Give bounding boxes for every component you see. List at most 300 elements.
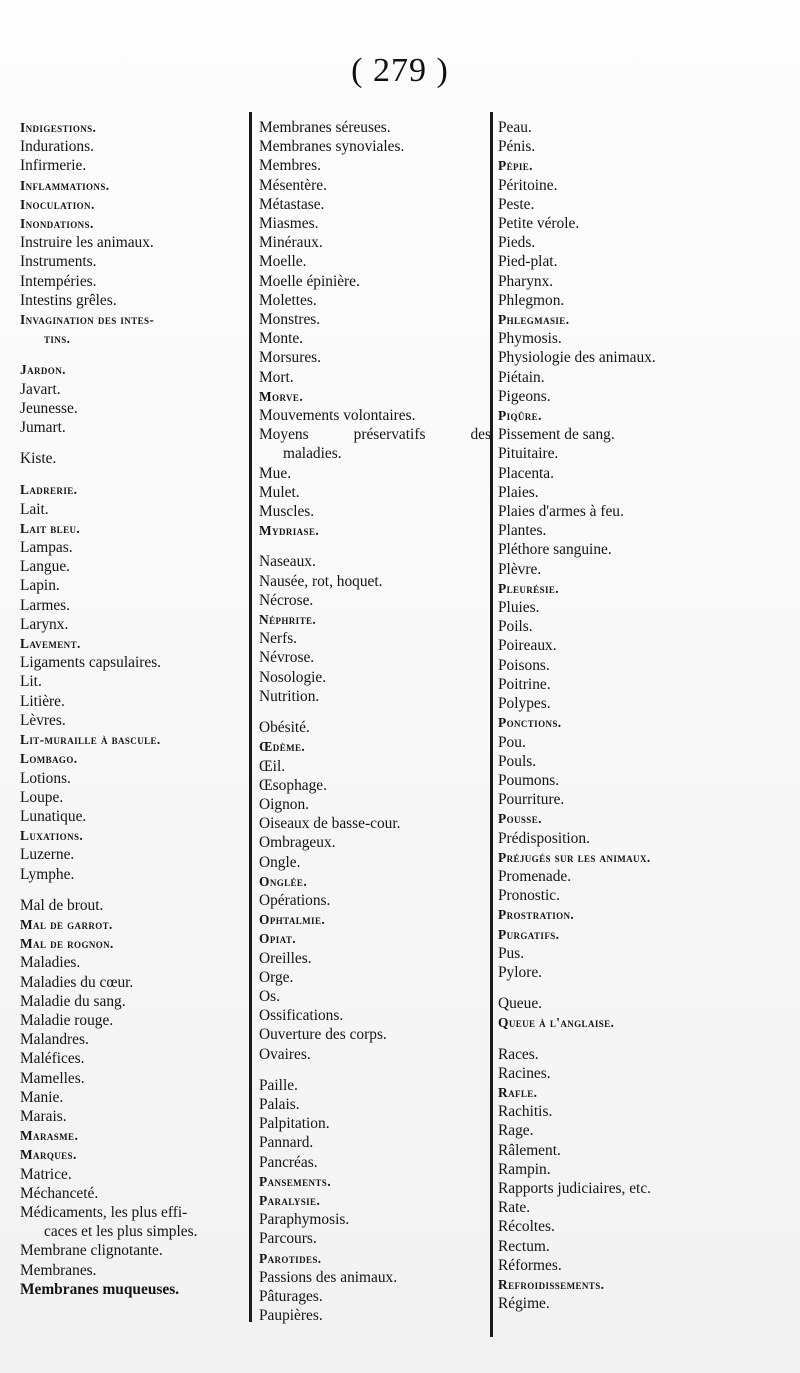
index-entry: [20, 807, 246, 826]
index-entry-text: Ophtalmie.: [259, 912, 326, 928]
index-entry: [498, 963, 798, 982]
index-entry: [259, 291, 491, 310]
index-entry: [498, 368, 798, 387]
index-entry-text: Invagination des intes-: [20, 312, 155, 328]
index-entry: [20, 1280, 246, 1299]
index-entry-text: Obésité.: [259, 719, 310, 737]
index-entry: [20, 137, 246, 156]
index-entry-text: Pépie.: [498, 158, 533, 174]
index-entry-text: Poumons.: [498, 771, 560, 789]
index-entry: [259, 502, 491, 521]
index-entry: [498, 713, 798, 732]
index-entry: [20, 865, 246, 884]
index-entry: [498, 1275, 798, 1294]
index-entry: [498, 348, 798, 367]
index-entry: [20, 749, 246, 768]
index-entry: [498, 502, 798, 521]
index-entry-text: Jardon.: [20, 362, 66, 378]
index-entry: [259, 1025, 491, 1044]
index-entry: [20, 1261, 246, 1280]
index-entry: [20, 1107, 246, 1126]
index-entry-text: Jeunesse.: [20, 399, 78, 417]
index-entry-text: Peau.: [498, 119, 532, 136]
index-entry-text: Rampin.: [498, 1160, 551, 1178]
index-entry: [20, 576, 246, 595]
index-entry: [498, 1256, 798, 1275]
index-entry-text: Morsures.: [259, 349, 321, 367]
index-entry: [259, 1076, 491, 1095]
index-entry-text: Opérations.: [259, 891, 331, 909]
index-entry-text: Pituitaire.: [498, 445, 559, 463]
index-entry: [20, 711, 246, 730]
index-entry-text: Lait.: [20, 500, 49, 518]
index-entry: [259, 610, 491, 629]
index-entry: [498, 771, 798, 790]
index-entry: [259, 776, 491, 795]
index-entry: [498, 675, 798, 694]
index-entry: [20, 538, 246, 557]
index-entry: [259, 214, 491, 233]
index-entry-text: Membranes muqueuses.: [20, 1280, 180, 1298]
index-entry-text: Racines.: [498, 1064, 551, 1082]
index-entry-text: Mydriase.: [259, 523, 320, 539]
index-entry-text: Pigeons.: [498, 387, 551, 405]
index-entry: [20, 973, 246, 992]
index-entry: [498, 636, 798, 655]
index-entry-text: Paraphymosis.: [259, 1211, 350, 1229]
index-entry: [259, 521, 491, 540]
index-entry-text: Pluies.: [498, 599, 540, 617]
index-entry: [498, 444, 798, 463]
index-entry-text: Pissement de sang.: [498, 426, 615, 444]
index-entry-text: Ossifications.: [259, 1007, 344, 1025]
index-entry-text: Œdème.: [259, 739, 306, 755]
index-entry: [259, 1287, 491, 1306]
index-entry: [259, 1153, 491, 1172]
index-entry: [259, 591, 491, 610]
index-entry: [259, 687, 491, 706]
index-entry: [498, 1217, 798, 1236]
index-entry-text: Rapports judiciaires, etc.: [498, 1179, 652, 1197]
index-entry: [259, 1006, 491, 1025]
index-entry-text: Pansements.: [259, 1173, 331, 1189]
index-entry-text: Mamelles.: [20, 1069, 85, 1087]
index-entry-text: Oreilles.: [259, 949, 312, 967]
index-entry: [498, 310, 798, 329]
index-entry-text: Rate.: [498, 1199, 531, 1217]
index-entry-text: Palpitation.: [259, 1115, 330, 1133]
index-entry: [498, 464, 798, 483]
index-entry-text: Pleurésie.: [498, 580, 560, 596]
index-entry: [498, 560, 798, 579]
index-entry-text: Plaies d'armes à feu.: [498, 503, 624, 521]
index-entry-text: Plaies.: [498, 483, 539, 501]
index-entry: [259, 968, 491, 987]
index-column-2: [259, 118, 491, 1325]
index-entry-text: Lait bleu.: [20, 520, 81, 536]
index-entry: [498, 809, 798, 828]
index-entry: [259, 1095, 491, 1114]
index-entry-text: Nutrition.: [259, 687, 320, 705]
index-entry-continuation: maladies.: [283, 445, 342, 463]
index-entry-text: Infirmerie.: [20, 157, 87, 175]
index-entry: [498, 579, 798, 598]
index-entry: [20, 1126, 246, 1145]
index-entry-text: Jumart.: [20, 419, 66, 437]
index-entry-text: Maladies.: [20, 954, 81, 972]
index-entry-text: Nécrose.: [259, 591, 314, 609]
index-entry: [20, 380, 246, 399]
index-entry-text: Lymphe.: [20, 865, 75, 883]
index-entry-text: Membres.: [259, 157, 321, 175]
index-entry-text: Queue.: [498, 995, 543, 1013]
index-entry-text: Moelle.: [259, 253, 307, 271]
index-entry: [259, 1133, 491, 1152]
index-entry: [20, 500, 246, 519]
index-entry-text: Ovaires.: [259, 1045, 311, 1063]
index-entry: [259, 1172, 491, 1191]
index-entry-text: Moelle épinière.: [259, 272, 360, 290]
index-entry: [498, 156, 798, 175]
index-entry-text: Palais.: [259, 1095, 300, 1113]
index-entry: [498, 233, 798, 252]
index-entry: [498, 540, 798, 559]
index-entry-text: Mouvements volontaires.: [259, 407, 416, 425]
index-entry-text: Inflammations.: [20, 177, 110, 193]
index-entry-text: Phlegmon.: [498, 291, 565, 309]
index-entry-text: Ladrerie.: [20, 482, 78, 498]
index-entry: [498, 944, 798, 963]
index-entry: [498, 925, 798, 944]
index-entry-text: Marais.: [20, 1107, 67, 1125]
index-entry-text: Races.: [498, 1045, 539, 1063]
index-entry: [498, 1160, 798, 1179]
index-entry: [20, 118, 246, 137]
index-entry-text: Instruire les animaux.: [20, 234, 154, 252]
index-entry-text: Prostration.: [498, 907, 575, 923]
index-entry: [20, 596, 246, 615]
index-entry-text: Poitrine.: [498, 675, 551, 693]
index-entry-text: Péritoine.: [498, 176, 558, 194]
index-entry-text: Luzerne.: [20, 846, 75, 864]
index-entry: [20, 176, 246, 195]
index-entry-text: Néphrite.: [259, 612, 317, 628]
index-entry: [20, 252, 246, 271]
index-entry-text: Poils.: [498, 618, 533, 636]
index-entry-text: Piqûre.: [498, 408, 542, 424]
index-column-3: [498, 118, 798, 1313]
index-entry: [259, 1249, 491, 1268]
index-entry: [259, 1210, 491, 1229]
index-entry-continuation: tins.: [44, 331, 71, 347]
index-entry-text: Langue.: [20, 558, 70, 576]
index-entry: [498, 329, 798, 348]
index-entry: [20, 156, 246, 175]
index-entry: [498, 1198, 798, 1217]
index-entry: [498, 1013, 798, 1032]
index-entry-text: Mort.: [259, 368, 294, 386]
index-entry: [20, 480, 246, 499]
index-entry-text: Marques.: [20, 1147, 77, 1163]
index-entry: [498, 1102, 798, 1121]
index-entry-text: Nerfs.: [259, 630, 298, 648]
index-entry: [20, 449, 246, 468]
index-entry-text: Polypes.: [498, 695, 551, 713]
index-entry: [498, 994, 798, 1013]
index-entry: [20, 1145, 246, 1164]
index-entry: [259, 329, 491, 348]
index-entry-text: Phymosis.: [498, 330, 562, 348]
index-entry-text: Lapin.: [20, 577, 60, 595]
index-entry: [498, 1294, 798, 1313]
index-entry-text: Piétain.: [498, 368, 545, 386]
index-entry: [498, 656, 798, 675]
index-entry-text: Marasme.: [20, 1128, 79, 1144]
index-entry: [259, 629, 491, 648]
index-entry-text: Plèvre.: [498, 560, 542, 578]
index-entry: [20, 769, 246, 788]
index-entry-text: Monte.: [259, 330, 304, 348]
index-entry-text: Réformes.: [498, 1256, 562, 1274]
index-entry: [20, 1069, 246, 1088]
index-entry-text: Pylore.: [498, 963, 543, 981]
index-entry: [20, 1203, 246, 1241]
index-entry-text: Poireaux.: [498, 637, 557, 655]
index-entry: [259, 853, 491, 872]
index-entry: [498, 617, 798, 636]
index-entry-text: Méchanceté.: [20, 1184, 99, 1202]
index-entry: [259, 272, 491, 291]
index-entry-text: Pied-plat.: [498, 253, 558, 271]
index-entry-text: Manie.: [20, 1088, 64, 1106]
index-entry-text: Passions des animaux.: [259, 1268, 398, 1286]
index-entry-text: Morve.: [259, 388, 304, 404]
index-entry-text: Prédisposition.: [498, 829, 590, 847]
index-entry-text: Ligaments capsulaires.: [20, 654, 162, 672]
index-entry: [259, 195, 491, 214]
index-entry-text: Queue à l'anglaise.: [498, 1015, 615, 1031]
index-entry: [498, 214, 798, 233]
index-entry: [498, 1064, 798, 1083]
index-entry: [498, 118, 798, 137]
index-entry-text: Inondations.: [20, 216, 94, 232]
index-entry-text: Inoculation.: [20, 196, 95, 212]
index-entry-text: Pou.: [498, 733, 526, 751]
index-entry-text: Pourriture.: [498, 791, 565, 809]
index-entry: [498, 252, 798, 271]
index-entry-text: Monstres.: [259, 311, 321, 329]
index-entry: [259, 872, 491, 891]
index-entry-text: Ongle.: [259, 853, 301, 871]
index-entry-text: Mal de brout.: [20, 896, 104, 914]
index-entry: [20, 1184, 246, 1203]
index-entry: [259, 368, 491, 387]
index-entry-text: Muscles.: [259, 503, 315, 521]
index-entry: [259, 718, 491, 737]
index-entry-text: Indurations.: [20, 138, 94, 156]
index-entry: [498, 790, 798, 809]
index-entry-text: Minéraux.: [259, 234, 323, 252]
index-entry-text: Moyens préservatifs des: [259, 426, 491, 444]
index-entry-text: Névrose.: [259, 649, 315, 667]
index-entry-text: Pancréas.: [259, 1153, 318, 1171]
index-entry: [259, 795, 491, 814]
index-entry: [259, 572, 491, 591]
index-entry-text: Molettes.: [259, 291, 317, 309]
index-entry: [498, 483, 798, 502]
index-entry-text: Pharynx.: [498, 272, 554, 290]
index-entry: [259, 552, 491, 571]
index-entry-text: Litière.: [20, 692, 65, 710]
index-entry: [259, 648, 491, 667]
index-entry-text: Rage.: [498, 1122, 534, 1140]
index-entry-text: Placenta.: [498, 464, 554, 482]
index-entry: [498, 886, 798, 905]
index-entry: [259, 757, 491, 776]
index-entry-text: Nausée, rot, hoquet.: [259, 572, 383, 590]
index-entry-text: Maladie rouge.: [20, 1011, 114, 1029]
index-entry: [259, 387, 491, 406]
index-entry: [259, 1114, 491, 1133]
index-entry: [20, 992, 246, 1011]
index-entry-text: Mal de rognon.: [20, 936, 114, 952]
index-entry-text: Membranes séreuses.: [259, 119, 391, 136]
index-entry: [498, 752, 798, 771]
index-entry: [20, 1049, 246, 1068]
index-entry-text: Malandres.: [20, 1031, 89, 1049]
index-entry-text: Opiat.: [259, 931, 296, 947]
index-entry: [259, 1306, 491, 1325]
index-entry: [259, 1191, 491, 1210]
index-entry: [498, 1237, 798, 1256]
index-entry: [498, 905, 798, 924]
index-entry: [498, 521, 798, 540]
index-entry: [20, 615, 246, 634]
index-entry: [20, 692, 246, 711]
index-entry: [20, 915, 246, 934]
index-entry: [259, 1268, 491, 1287]
index-entry: [498, 829, 798, 848]
index-entry: [20, 845, 246, 864]
index-entry-text: Parotides.: [259, 1250, 322, 1266]
index-entry-text: Oignon.: [259, 795, 310, 813]
index-entry: [498, 387, 798, 406]
index-entry: [498, 1045, 798, 1064]
index-entry-text: Mésentère.: [259, 176, 327, 194]
index-entry: [259, 176, 491, 195]
index-entry-text: Os.: [259, 987, 280, 1005]
index-entry-text: Lit-muraille à bascule.: [20, 732, 161, 748]
index-entry-text: Paille.: [259, 1076, 298, 1094]
index-entry: [259, 833, 491, 852]
index-entry-text: Préjugés sur les animaux.: [498, 849, 651, 865]
index-entry-text: Lotions.: [20, 769, 71, 787]
index-entry: [259, 891, 491, 910]
index-entry-text: Lunatique.: [20, 807, 87, 825]
index-entry: [259, 464, 491, 483]
index-entry: [498, 1121, 798, 1140]
index-entry-text: Rectum.: [498, 1237, 550, 1255]
index-entry-text: Pléthore sanguine.: [498, 541, 612, 559]
index-entry: [259, 737, 491, 756]
index-entry-text: Métastase.: [259, 195, 325, 213]
index-entry-text: Kiste.: [20, 450, 57, 468]
index-entry-text: Paupières.: [259, 1307, 323, 1325]
index-entry-text: Membranes synoviales.: [259, 138, 405, 156]
index-entry: [498, 291, 798, 310]
index-entry: [259, 483, 491, 502]
index-entry: [20, 233, 246, 252]
index-entry: [20, 1030, 246, 1049]
index-entry: [20, 1165, 246, 1184]
index-entry: [498, 195, 798, 214]
index-entry-text: Pieds.: [498, 234, 536, 252]
index-entry: [498, 733, 798, 752]
index-entry-text: Lombago.: [20, 751, 78, 767]
index-entry-text: Oiseaux de basse-cour.: [259, 815, 401, 833]
index-entry: [498, 848, 798, 867]
index-entry: [259, 252, 491, 271]
index-entry: [259, 910, 491, 929]
index-entry-text: Mue.: [259, 464, 292, 482]
index-entry: [20, 896, 246, 915]
index-entry: [498, 137, 798, 156]
index-entry-text: Phlegmasie.: [498, 312, 570, 328]
index-entry: [259, 814, 491, 833]
index-entry: [498, 1179, 798, 1198]
index-entry-text: Parcours.: [259, 1230, 317, 1248]
index-entry-text: Intestins grêles.: [20, 291, 117, 309]
index-entry-text: Luxations.: [20, 828, 84, 844]
index-column-1: [20, 118, 246, 1299]
index-entry: [20, 272, 246, 291]
index-entry: [20, 195, 246, 214]
index-entry: [20, 214, 246, 233]
index-entry-text: Intempéries.: [20, 272, 97, 290]
index-entry-text: Lavement.: [20, 636, 81, 652]
index-entry: [498, 867, 798, 886]
index-entry-text: Pâturages.: [259, 1287, 323, 1305]
index-entry-text: Naseaux.: [259, 553, 316, 571]
index-entry: [259, 233, 491, 252]
index-entry: [498, 425, 798, 444]
index-entry-text: Râlement.: [498, 1141, 561, 1159]
index-entry: [20, 1241, 246, 1260]
index-entry-text: Indigestions.: [20, 120, 97, 135]
index-entry-text: Refroidissements.: [498, 1276, 605, 1292]
index-entry-text: Lèvres.: [20, 711, 66, 729]
index-entry-text: Lit.: [20, 673, 42, 691]
index-entry-text: Poisons.: [498, 656, 550, 674]
index-entry: [498, 1141, 798, 1160]
column-rule-left: [249, 112, 252, 1322]
index-entry: [259, 137, 491, 156]
index-entry: [20, 418, 246, 437]
index-entry: [259, 310, 491, 329]
index-entry-text: Rafle.: [498, 1084, 538, 1100]
index-entry: [259, 425, 491, 463]
index-entry: [498, 1083, 798, 1102]
index-entry-text: Lampas.: [20, 539, 73, 557]
index-entry: [259, 668, 491, 687]
index-entry: [20, 634, 246, 653]
index-entry: [498, 406, 798, 425]
index-entry: [498, 272, 798, 291]
index-entry: [20, 788, 246, 807]
index-entry: [20, 557, 246, 576]
index-entry: [259, 118, 491, 137]
index-entry-text: Pronostic.: [498, 887, 560, 905]
